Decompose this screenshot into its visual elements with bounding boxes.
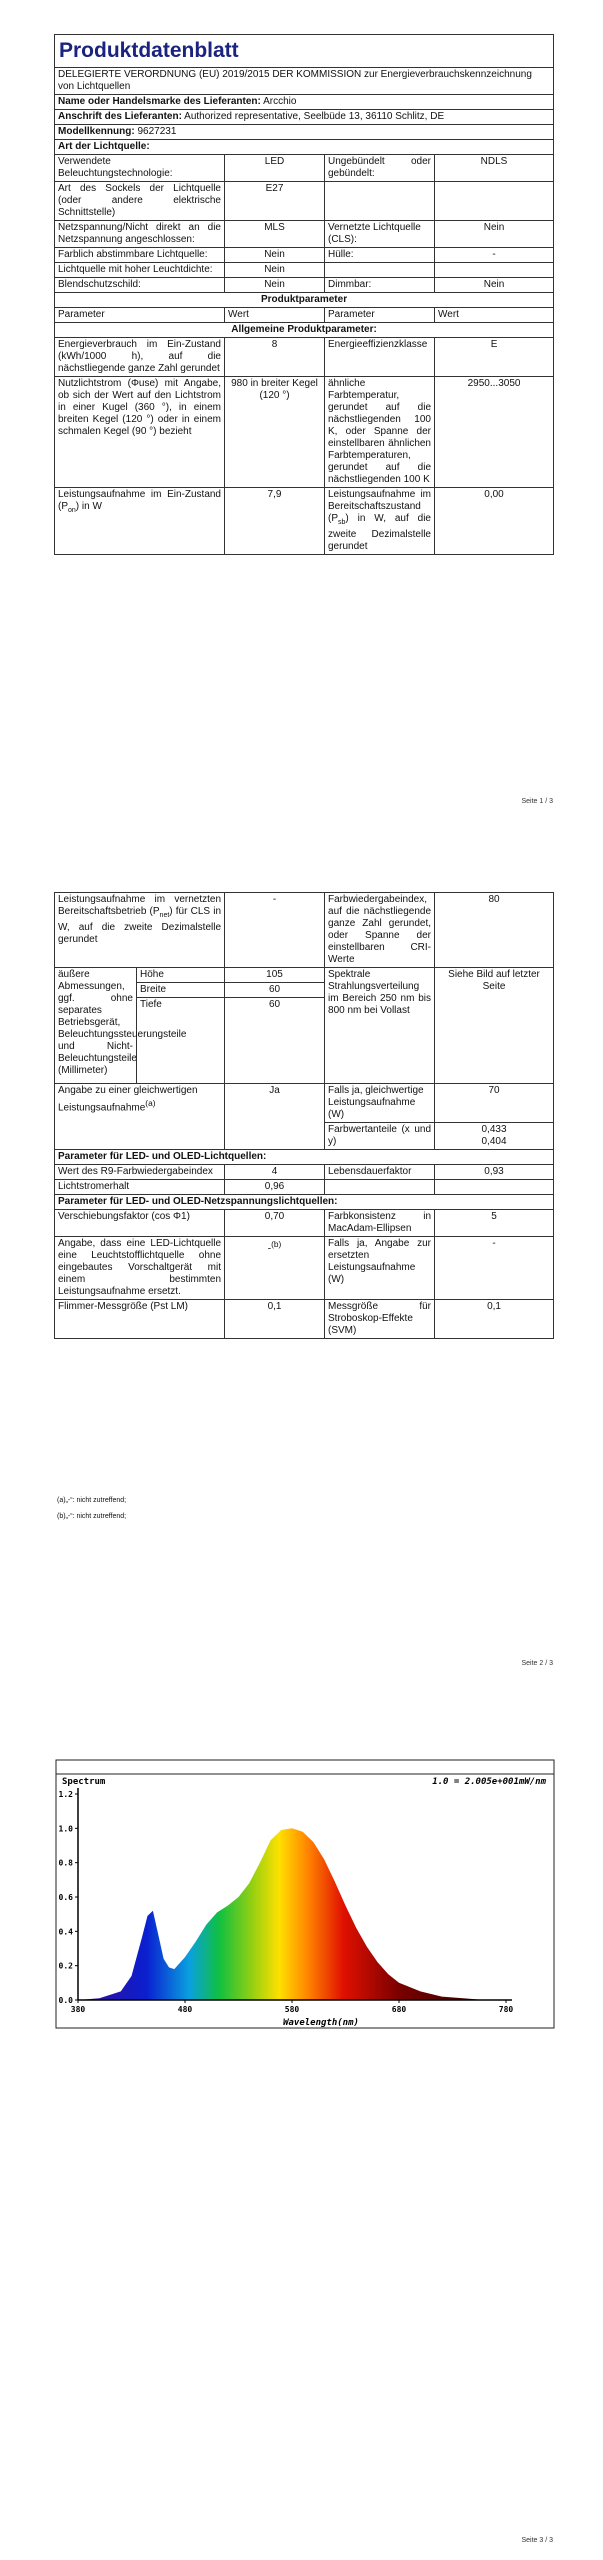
table-row: [55, 278, 554, 293]
y-tick-label: 0.2: [58, 1961, 73, 1971]
param-value: 0,00: [435, 488, 554, 555]
param-value: 7,9: [225, 488, 325, 555]
param-value: 980 in breiter Kegel (120 °): [225, 377, 325, 488]
param-label: [55, 1084, 225, 1150]
param-value: 0,1: [435, 1300, 554, 1339]
label-part: ) für CLS in W, auf die zweite Dezimalstelle gerundet: [58, 906, 222, 945]
table-row: [55, 1237, 554, 1300]
led-oled-heading: Parameter für LED- und OLED-Lichtquellen:: [55, 1150, 554, 1165]
table-row: [55, 1165, 554, 1180]
model-value: 9627231: [137, 126, 177, 137]
param-value: [435, 182, 554, 221]
param-label: Lichtquelle mit hoher Leuchtdichte:: [55, 263, 225, 278]
page-number: Seite 3 / 3: [521, 2537, 553, 2544]
param-value: NDLS: [435, 155, 554, 182]
param-label: Lichtstromerhalt: [55, 1180, 225, 1195]
param-value: 0,1: [225, 1300, 325, 1339]
param-value: 0,93: [435, 1165, 554, 1180]
table-row: [55, 1180, 554, 1195]
x-tick-label: 680: [391, 2005, 407, 2014]
param-label: Verschiebungsfaktor (cos Φ1): [55, 1210, 225, 1237]
general-parameters-heading: Allgemeine Produktparameter:: [55, 323, 554, 338]
label-sub: sb: [338, 519, 346, 526]
label-part: Angabe zu einer gleichwertigen Leistungsaufnahme: [58, 1085, 198, 1114]
dim-value: 60: [225, 998, 325, 1084]
dim-name: Tiefe: [137, 998, 225, 1084]
param-value: 0,70: [225, 1210, 325, 1237]
footnote-a: (a)„-“: nicht zutreffend;: [57, 1497, 127, 1504]
x-axis-label: Wavelength(nm): [283, 2018, 359, 2028]
param-label: Angabe, dass eine LED-Lichtquelle eine Leuchtstofflichtquelle ohne eingebautes Vorschaltgerät mit einem bestimmten Leistungsaufnahme ersetzt.: [55, 1237, 225, 1300]
table-row: [55, 377, 554, 488]
x-tick-label: 380: [70, 2005, 86, 2014]
mains-heading: Parameter für LED- und OLED-Netzspannungslichtquellen:: [55, 1195, 554, 1210]
param-label: Art des Sockels der Lichtquelle (oder andere elektrische Schnittstelle): [55, 182, 225, 221]
x-tick-label: 580: [284, 2005, 300, 2014]
footnote-ref: (a): [145, 1098, 156, 1108]
param-label: Ungebündelt oder gebündelt:: [325, 155, 435, 182]
chart-title: Spectrum: [62, 1777, 106, 1787]
param-label: Dimmbar:: [325, 278, 435, 293]
param-value: LED: [225, 155, 325, 182]
table-row: [55, 488, 554, 555]
param-label: Energieeffizienzklasse: [325, 338, 435, 377]
param-value: Nein: [225, 263, 325, 278]
param-value: 5: [435, 1210, 554, 1237]
dim-name: Höhe: [137, 968, 225, 983]
param-label: ähnliche Farbtemperatur, gerundet auf die nächstliegenden 100 K, oder Spanne der einstellbaren ähnlichen Farbtemperaturen, gerundet auf die nächstliegenden 100 K: [325, 377, 435, 488]
param-label: Blendschutzschild:: [55, 278, 225, 293]
dim-name: Breite: [137, 983, 225, 998]
value-part: -: [267, 1243, 272, 1255]
spectrum-label: Spektrale Strahlungsverteilung im Bereich 250 nm bis 800 nm bei Vollast: [325, 968, 435, 1084]
table-row: [55, 1210, 554, 1237]
param-value: E: [435, 338, 554, 377]
param-label: Farbkonsistenz in MacAdam-Ellipsen: [325, 1210, 435, 1237]
table-row: [55, 182, 554, 221]
col-header: Parameter: [55, 308, 225, 323]
label-part: Leistungsaufnahme im Ein-Zustand (P: [58, 489, 221, 512]
param-label: Lebensdauerfaktor: [325, 1165, 435, 1180]
param-value: Nein: [225, 248, 325, 263]
model-row: [55, 125, 554, 140]
param-label: Farbwiedergabeindex, auf die nächstliegende ganze Zahl gerundet, oder Spanne der einstellbaren CRI-Werte: [325, 893, 435, 968]
param-value: [435, 1123, 554, 1150]
product-table-page-1: [54, 34, 554, 555]
table-row: [55, 1084, 554, 1123]
chart-annotation: 1.0 = 2.005e+001mW/nm: [432, 1777, 546, 1787]
param-value: [435, 263, 554, 278]
param-value: 4: [225, 1165, 325, 1180]
param-value: -: [435, 248, 554, 263]
table-row: [55, 221, 554, 248]
param-label: [325, 488, 435, 555]
param-value: 8: [225, 338, 325, 377]
product-parameters-heading: Produktparameter: [55, 293, 554, 308]
table-row: [55, 155, 554, 182]
supplier-value: Arcchio: [263, 96, 297, 107]
label-part: ) in W, auf die zweite Dezimalstelle gerundet: [328, 513, 431, 552]
param-label: Messgröße für Stroboskop-Effekte (SVM): [325, 1300, 435, 1339]
x-tick-label: 480: [177, 2005, 193, 2014]
table-row: [55, 338, 554, 377]
supplier-row: [55, 95, 554, 110]
y-tick-label: 0.0: [58, 1996, 73, 2005]
col-header: Wert: [225, 308, 325, 323]
model-label: Modellkennung:: [58, 126, 135, 137]
page-title: Produktdatenblatt: [55, 35, 554, 68]
param-value: 2950...3050: [435, 377, 554, 488]
y-tick-label: 1.0: [58, 1824, 73, 1834]
param-label: Farblich abstimmbare Lichtquelle:: [55, 248, 225, 263]
param-value: 70: [435, 1084, 554, 1123]
table-row: [55, 263, 554, 278]
y-tick-label: 0.6: [58, 1893, 73, 1902]
label-sub: on: [68, 507, 76, 514]
table-row: [55, 968, 554, 983]
page-number: Seite 2 / 3: [521, 1660, 553, 1667]
param-label: Hülle:: [325, 248, 435, 263]
param-value: 80: [435, 893, 554, 968]
dimensions-label: äußere Abmessungen, ggf. ohne separates Betriebsgerät, Beleuchtungssteuerungsteile und Nicht-Beleuchtungsteile (Millimeter): [55, 968, 137, 1084]
label-sub: net: [159, 912, 170, 919]
address-row: [55, 110, 554, 125]
x-tick-label: 780: [498, 2005, 514, 2014]
param-value: [225, 1237, 325, 1300]
param-label: Wert des R9-Farbwiedergabeindex: [55, 1165, 225, 1180]
param-label: [325, 263, 435, 278]
footnote-b: (b)„-“: nicht zutreffend;: [57, 1513, 127, 1520]
param-label: [55, 893, 225, 968]
param-value: Nein: [435, 221, 554, 248]
table-header-row: [55, 308, 554, 323]
table-row: [55, 248, 554, 263]
table-row: [55, 1300, 554, 1339]
param-value: 0,96: [225, 1180, 325, 1195]
param-label: Netzspannung/Nicht direkt an die Netzspannung angeschlossen:: [55, 221, 225, 248]
light-source-type-heading: Art der Lichtquelle:: [55, 140, 554, 155]
address-label: Anschrift des Lieferanten:: [58, 111, 182, 122]
dim-value: 105: [225, 968, 325, 983]
y-tick-label: 0.8: [58, 1858, 73, 1868]
product-table-page-2: [54, 892, 554, 1339]
param-label: [55, 488, 225, 555]
param-value: [435, 1180, 554, 1195]
param-value: E27: [225, 182, 325, 221]
param-label: [325, 1180, 435, 1195]
address-value: Authorized representative, Seelbüde 13, 36110 Schlitz, DE: [184, 111, 445, 122]
spectrum-value: Siehe Bild auf letzter Seite: [435, 968, 554, 1084]
param-value: Ja: [225, 1084, 325, 1150]
supplier-label: Name oder Handelsmarke des Lieferanten:: [58, 96, 261, 107]
param-label: Energieverbrauch im Ein-Zustand (kWh/1000 h), auf die nächstliegende ganze Zahl gerundet: [55, 338, 225, 377]
param-label: Falls ja, Angabe zur ersetzten Leistungsaufnahme (W): [325, 1237, 435, 1300]
spectrum-chart: [56, 1760, 554, 2028]
col-header: Wert: [435, 308, 554, 323]
label-part: ) in W: [75, 501, 102, 512]
param-label: Falls ja, gleichwertige Leistungsaufnahme (W): [325, 1084, 435, 1123]
chromaticity-y: 0,404: [481, 1136, 507, 1147]
param-value: Nein: [435, 278, 554, 293]
y-tick-label: 1.2: [58, 1790, 73, 1799]
footnote-ref: (b): [271, 1239, 282, 1249]
param-value: -: [225, 893, 325, 968]
param-value: Nein: [225, 278, 325, 293]
page-number: Seite 1 / 3: [521, 798, 553, 805]
regulation-text: DELEGIERTE VERORDNUNG (EU) 2019/2015 DER KOMMISSION zur Energieverbrauchskennzeichnung von Lichtquellen: [55, 68, 554, 95]
param-value: MLS: [225, 221, 325, 248]
label-part: Leistungsaufnahme im Bereitschaftszustand (P: [328, 489, 431, 524]
col-header: Parameter: [325, 308, 435, 323]
param-label: Farbwertanteile (x und y): [325, 1123, 435, 1150]
y-tick-label: 0.4: [58, 1927, 73, 1937]
param-label: Vernetzte Lichtquelle (CLS):: [325, 221, 435, 248]
param-label: Nutzlichtstrom (Φuse) mit Angabe, ob sich der Wert auf den Lichtstrom in einer Kugel (360 °), in einem breiten Kegel (120 °) oder in einem schmalen Kegel (90 °) bezieht: [55, 377, 225, 488]
param-label: Verwendete Beleuchtungstechnologie:: [55, 155, 225, 182]
table-row: [55, 893, 554, 968]
param-label: Flimmer-Messgröße (Pst LM): [55, 1300, 225, 1339]
chromaticity-x: 0,433: [481, 1124, 507, 1135]
param-value: -: [435, 1237, 554, 1300]
label-part: Leistungsaufnahme im vernetzten Bereitschaftsbetrieb (P: [58, 894, 222, 917]
dim-value: 60: [225, 983, 325, 998]
param-label: [325, 182, 435, 221]
